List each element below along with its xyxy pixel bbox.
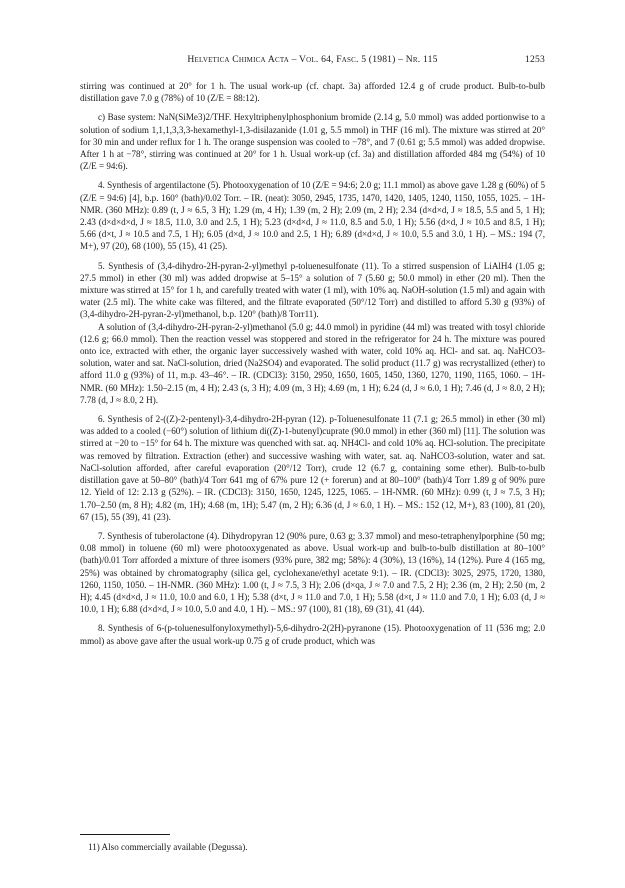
- paragraph-section-7: 7. Synthesis of tuberolactone (4). Dihydropyran 12 (90% pure, 0.63 g; 3.37 mmol) and meso-tetraphenylporphine (50 mg; 0.08 mmol) in toluene (60 ml) were photooxygenated as above. Usual work-up and bulb-to-bulb distillation at 80–100° (bath)/0.01 Torr afforded a mixture of three isomers (93% pure, 382 mg; 58%): 4 (30%), 13 (16%), 14 (12%). Pure 4 (165 mg, 25%) was obtained by chromatography (silica gel, cyclohexane/ethyl acetate 9:1). – IR. (CDCl3): 3025, 2975, 1720, 1380, 1260, 1150, 1050. – 1H-NMR. (360 MHz): 1.00 (t, J ≈ 7.5, 3 H); 2.06 (d×qa, J ≈ 7.0 and 7.5, 2 H); 2.36 (m, 2 H); 2.50 (m, 2 H); 4.45 (d×d×d, J ≈ 11.0, 10.0 and 6.0, 1 H); 5.38 (d×t, J ≈ 11.0 and 7.0, 1 H); 5.58 (d×t, J ≈ 11.0 and 7.0, 1 H); 6.03 (d, J ≈ 10.0, 1 H); 6.88 (d×d×d, J ≈ 10.0, 5.0 and 4.0, 1 H). – MS.: 97 (100), 81 (18), 69 (31), 41 (44).: [80, 530, 545, 615]
- paragraph-tosylation: A solution of (3,4-dihydro-2H-pyran-2-yl)methanol (5.0 g; 44.0 mmol) in pyridine (44 ml) was treated with tosyl chloride (12.6 g; 66.0 mmol). Then the reaction vessel was stoppered and stored in the refrigerator for 24 h. The mixture was poured onto ice, extracted with ether, the organic layer successively washed with water, cold 10% aq. HCl- and sat. aq. NaHCO3-solution, water and sat. NaCl-solution, dried (Na2SO4) and evaporated. The solid product (11.7 g) was recrystallized (ether) to afford 11.0 g (93%) of 11, m.p. 43–46°. – IR. (CDCl3): 3150, 2950, 1650, 1605, 1450, 1360, 1270, 1190, 1165, 1060. – 1H-NMR. (60 MHz): 1.50–2.15 (m, 4 H); 2.43 (s, 3 H); 4.09 (m, 3 H); 4.69 (m, 1 H); 6.24 (d, J ≈ 6.0, 1 H); 7.46 (d, J ≈ 8.0, 2 H); 7.78 (d, J ≈ 8.0, 2 H).: [80, 321, 545, 405]
- paragraph-section-4: 4. Synthesis of argentilactone (5). Photooxygenation of 10 (Z/E = 94:6; 2.0 g; 11.1 mmol) as above gave 1.28 g (60%) of 5 (Z/E = 94:6) [4], b.p. 160° (bath)/0.02 Torr. – IR. (neat): 3050, 2945, 1735, 1470, 1420, 1405, 1240, 1150, 1055, 1025. – 1H-NMR. (360 MHz): 0.89 (t, J ≈ 6.5, 3 H); 1.29 (m, 4 H); 1.39 (m, 2 H); 2.09 (m, 2 H); 2.34 (d×d×d, J ≈ 18.5, 5.5 and 5, 1 H); 2.43 (d×d×d×d, J ≈ 18.5, 11.0, 3.0 and 2.5, 1 H); 5.23 (d×d×d, J ≈ 11.0, 8.5 and 5.0, 1 H); 5.56 (d×d, J ≈ 10.5 and 8.5, 1 H); 5.66 (d×t, J ≈ 10.5 and 7.5, 1 H); 6.05 (d×d, J ≈ 10.0 and 2.5, 1 H); 6.89 (d×d×d, J ≈ 10.0, 5.5 and 3.0, 1 H). – MS.: 194 (7, M+), 97 (20), 68 (100), 55 (15), 41 (25).: [80, 180, 545, 252]
- paragraph-section-5: 5. Synthesis of (3,4-dihydro-2H-pyran-2-yl)methyl p-toluenesulfonate (11). To a stirred suspension of LiAlH4 (1.05 g; 27.5 mmol) in ether (30 ml) was added dropwise at 5–15° a solution of 7 (5.60 g; 50.0 mmol) in ether (20 ml). Then the mixture was stirred at 15° for 1 h, and carefully treated with water (1 ml), with 10% aq. NaOH-solution (1.5 ml) and again with water (2.5 ml). The white cake was filtered, and the filtrate evaporated (50°/12 Torr) and distilled to afford 5.30 g (93%) of (3,4-dihydro-2H-pyran-2-yl)methanol, b.p. 120° (bath)/8 Torr11).: [80, 260, 545, 320]
- journal-citation: Helvetica Chimica Acta – Vol. 64, Fasc. 5 (1981) – Nr. 115: [187, 54, 438, 65]
- running-head: [80, 54, 545, 68]
- paragraph-continuation: stirring was continued at 20° for 1 h. The usual work-up (cf. chapt. 3a) afforded 12.4 g of crude product. Bulb-to-bulb distillation gave 7.0 g (78%) of 10 (Z/E = 88:12).: [80, 81, 545, 104]
- paragraph-section-8: 8. Synthesis of 6-(p-toluenesulfonyloxymethyl)-5,6-dihydro-2(2H)-pyranone (15). Photooxygenation of 11 (536 mg; 2.0 mmol) as above gave after the usual work-up 0.75 g of crude product, which was: [80, 623, 545, 646]
- footnote-rule: [80, 834, 170, 835]
- article-body: [80, 80, 545, 654]
- footnote: 11) Also commercially available (Degussa).: [88, 842, 248, 852]
- page-number: 1253: [525, 54, 545, 65]
- paragraph-base-system: c) Base system: NaN(SiMe3)2/THF. Hexyltriphenylphosphonium bromide (2.14 g, 5.0 mmol) was added portionwise to a solution of sodium 1,1,1,3,3,3-hexamethyl-1,3-disilazanide (1.01 g, 5.5 mmol) in THF (16 ml). The mixture was stirred at 20° for 30 min and under reflux for 1 h. The orange suspension was cooled to −78°, and 7 (0.61 g; 5.5 mmol) was added dropwise. After 1 h at −78°, stirring was continued at 20° for 1 h. Usual work-up (cf. 3a) and distillation afforded 484 mg (54%) of 10 (Z/E = 94:6).: [80, 112, 545, 172]
- paragraph-section-6: 6. Synthesis of 2-((Z)-2-pentenyl)-3,4-dihydro-2H-pyran (12). p-Toluenesulfonate 11 (7.1 g; 26.5 mmol) in ether (30 ml) was added to a cooled (−60°) solution of lithium di((Z)-1-butenyl)cuprate (90.0 mmol) in ether (360 ml) [11]. The solution was stirred at −20 to −15° for 64 h. The mixture was quenched with sat. aq. NH4Cl- and cold 10% aq. HCl-solution. The precipitate was removed by filtration. Extraction (ether) and successive washing with water, sat. aq. NaHCO3-solution, water and sat. NaCl-solution afforded, after careful evaporation (20°/12 Torr), crude 12 (6.7 g, containing some ether). Bulb-to-bulb distillation gave at 50–80° (bath)/4 Torr 641 mg of 67% pure 12 (+ forerun) and at 80–100° (bath)/4 Torr 1.89 g of 90% pure 12. Yield of 12: 2.13 g (52%). – IR. (CDCl3): 3150, 1650, 1245, 1225, 1065. – 1H-NMR. (60 MHz): 0.99 (t, J ≈ 7.5, 3 H); 1.70–2.50 (m, 8 H); 4.82 (m, 1H); 4.68 (m, 1H); 5.47 (m, 2 H); 6.36 (d, J ≈ 6.0, 1 H). – MS.: 152 (12, M+), 83 (100), 81 (20), 67 (15), 55 (39), 41 (23).: [80, 414, 545, 522]
